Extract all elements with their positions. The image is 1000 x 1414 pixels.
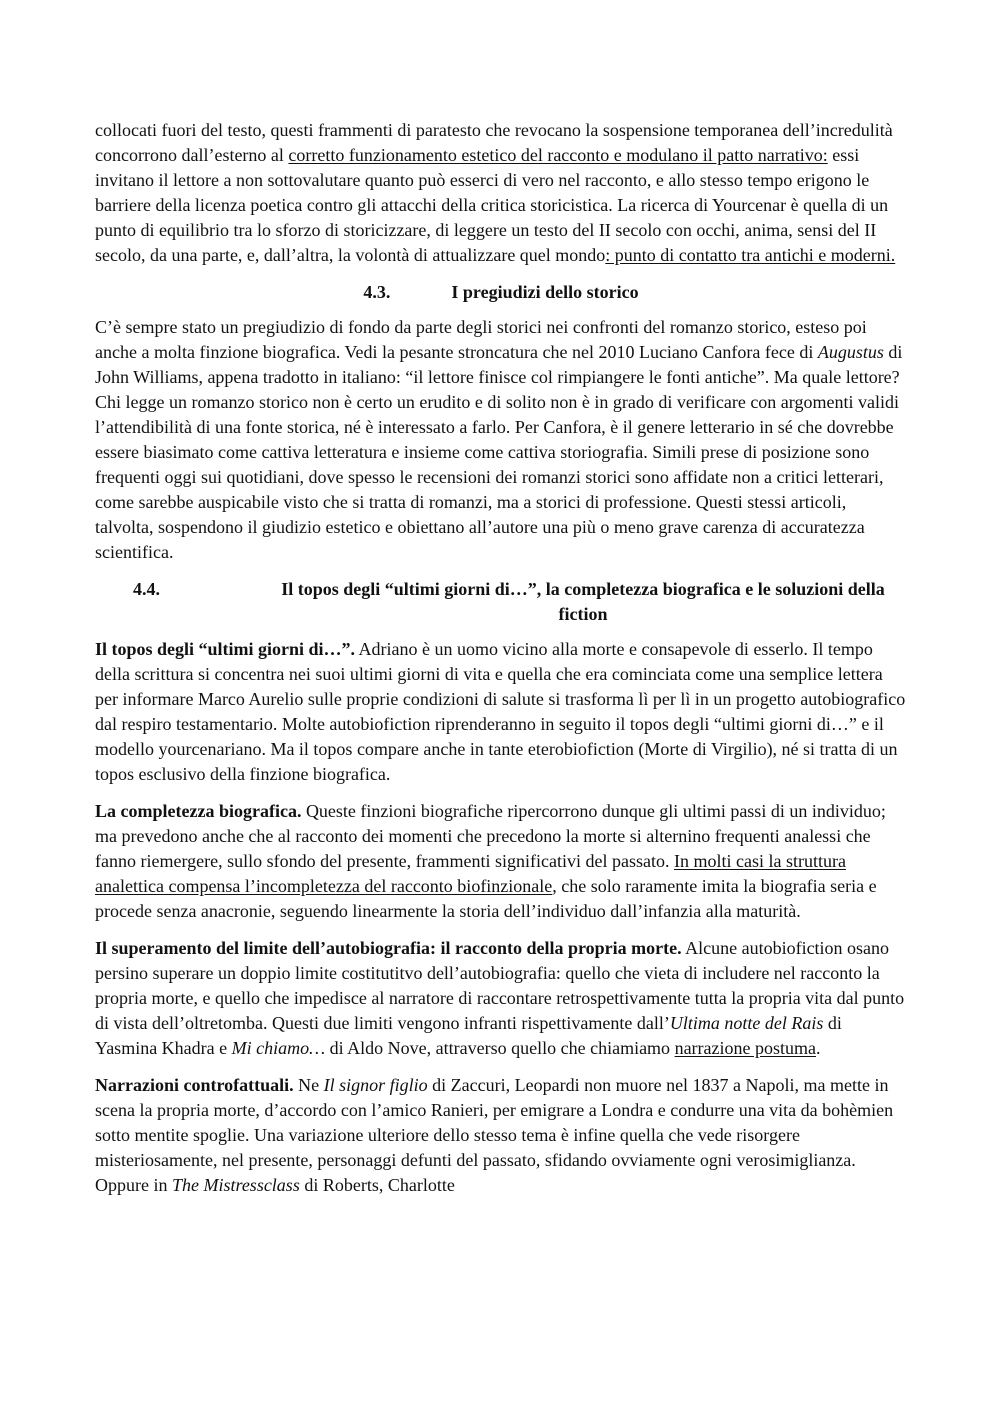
underlined-text: narrazione postuma	[674, 1038, 817, 1058]
text: Queste finzioni biografiche ripercorrono dunque gli ultimi passi di un individuo; ma prevedono anche che al racconto dei momenti che precedono la morte si alternino frequenti analessi che fanno riemergere, sullo sfondo del presente, frammenti significativi del passato.	[95, 801, 886, 871]
text: .	[816, 1038, 821, 1058]
text: Alcune autobiofiction osano persino superare un doppio limite costitutitvo dell’autobiografia: quello che vieta di includere nel racconto la propria morte, e quello che impedisce al narratore di raccontare retrospettivamente tutta la propria vita dal punto di vista dell’oltretomba. Questi due limiti vengono infranti rispettivamente dall’	[95, 938, 905, 1033]
paragraph-controfattuali	[95, 1073, 907, 1198]
section-title: I pregiudizi dello storico	[451, 282, 639, 302]
section-number: 4.4.	[133, 579, 160, 599]
italic-title: Augustus	[817, 342, 884, 362]
paragraph-topos	[95, 637, 907, 787]
paragraph-pregiudizi	[95, 315, 907, 565]
bold-lead: Narrazioni controfattuali.	[95, 1075, 294, 1095]
section-heading-4-4	[95, 577, 907, 627]
text: collocati fuori del testo, questi frammenti di paratesto che revocano la sospensione temporanea dell’incredulità concorrono dall’esterno al	[95, 120, 893, 165]
paragraph-paratext	[95, 118, 907, 268]
text: C’è sempre stato un pregiudizio di fondo da parte degli storici nei confronti del romanzo storico, esteso poi anche a molta finzione biografica. Vedi la pesante stroncatura che nel 2010 Luciano Canfora fece di	[95, 317, 867, 362]
text: essi invitano il lettore a non sottovalutare quanto può esserci di vero nel racconto, e allo stesso tempo erigono le barriere della licenza poetica contro gli attacchi della critica storicistica. La ricerca di Yourcenar è quella di un punto di equilibrio tra lo sforzo di storicizzare, di leggere un testo del II secolo con occhi, anima, sensi del II secolo, da una parte, e, dall’altra, la volontà di attualizzare quel mondo	[95, 145, 889, 265]
text: di Zaccuri, Leopardi non muore nel 1837 a Napoli, ma mette in scena la propria morte, d’accordo con l’amico Ranieri, per emigrare a Londra e condurre una vita da bohèmien sotto mentite spoglie. Una variazione ulteriore dello stesso tema è infine quella che vede risorgere misteriosamente, nel presente, personaggi defunti del passato, sfidando ovviamente ogni verosimiglianza. Oppure in	[95, 1075, 894, 1195]
text: Adriano è un uomo vicino alla morte e consapevole di esserlo. Il tempo della scrittura si concentra nei suoi ultimi giorni di vita e quella che era cominciata come una semplice lettera per informare Marco Aurelio sulle proprie condizioni di salute si trasforma lì per lì in un progetto autobiografico dal respiro testamentario. Molte autobiofiction riprenderanno in seguito il topos degli “ultimi giorni di…” e il modello yourcenariano. Ma il topos compare anche in tante eterobiofiction (Morte di Virgilio), né si tratta di un topos esclusivo della finzione biografica.	[95, 639, 906, 784]
italic-title: The Mistressclass	[171, 1175, 300, 1195]
italic-title: Ultima notte del Rais	[669, 1013, 824, 1033]
text: di Aldo Nove, attraverso quello che chiamiamo	[325, 1038, 675, 1058]
text: Ne	[293, 1075, 324, 1095]
document-page	[95, 118, 907, 1210]
text: di John Williams, appena tradotto in italiano: “il lettore finisce col rimpiangere le fonti antiche”. Ma quale lettore? Chi legge un romanzo storico non è certo un erudito e di solito non è in grado di verificare con argomenti validi l’attendibilità di una fonte storica, né è interessato a farlo. Per Canfora, è il genere letterario in sé che dovrebbe essere biasimato come cattiva letteratura e insieme come cattiva storiografia. Simili prese di posizione sono frequenti oggi sui quotidiani, dove spesso le recensioni dei romanzi storici sono affidate non a critici letterari, come sarebbe auspicabile visto che si tratta di romanzi, ma a storici di professione. Questi stessi articoli, talvolta, sospendono il giudizio estetico e obiettano all’autore una più o meno grave carenza di accuratezza scientifica.	[95, 342, 903, 562]
italic-title: Mi chiamo…	[231, 1038, 326, 1058]
text: di Yasmina Khadra e	[95, 1013, 842, 1058]
bold-lead: Il superamento del limite dell’autobiografia: il racconto della propria morte.	[95, 938, 682, 958]
bold-lead: La completezza biografica.	[95, 801, 302, 821]
underlined-text: In molti casi la struttura analettica compensa l’incompletezza del racconto biofinzionale	[95, 851, 846, 896]
section-heading-4-3	[95, 280, 907, 305]
text: , che solo raramente imita la biografia seria e procede senza anacronie, seguendo linearmente la storia dell’individuo dall’infanzia alla maturità.	[95, 876, 877, 921]
underlined-text: : punto di contatto tra antichi e moderni.	[605, 245, 896, 265]
text: di Roberts, Charlotte	[299, 1175, 455, 1195]
section-number: 4.3.	[363, 282, 391, 302]
underlined-text: corretto funzionamento estetico del racconto e modulano il patto narrativo:	[288, 145, 828, 165]
paragraph-completezza	[95, 799, 907, 924]
section-title: Il topos degli “ultimi giorni di…”, la completezza biografica e le soluzioni della fiction	[281, 579, 885, 624]
paragraph-superamento	[95, 936, 907, 1061]
italic-title: Il signor figlio	[323, 1075, 428, 1095]
bold-lead: Il topos degli “ultimi giorni di…”.	[95, 639, 356, 659]
